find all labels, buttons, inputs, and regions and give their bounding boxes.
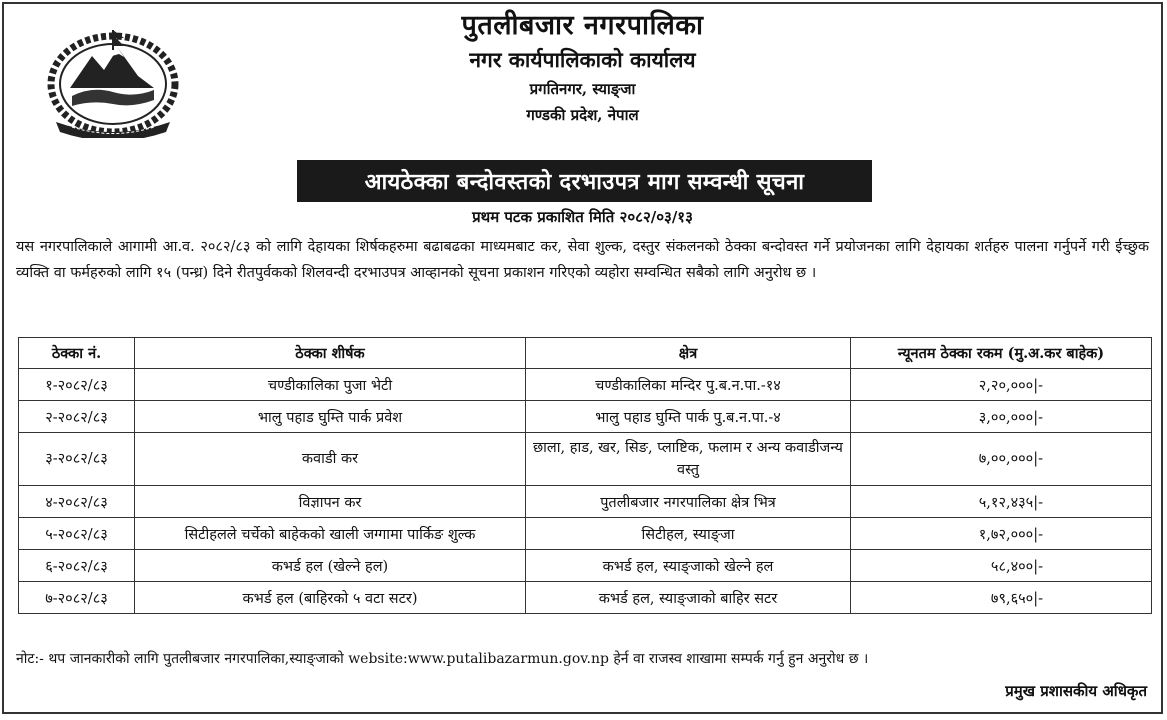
table-row [19,582,1152,614]
notice-title: आयठेक्का बन्दोवस्तको दरभाउपत्र माग सम्वन्धी सूचना [297,160,872,202]
tender-table [18,337,1152,614]
table-row [19,518,1152,550]
tender-amount: ७,००,०००|- [851,433,1152,486]
tender-title: विज्ञापन कर [135,486,526,518]
header-min-amount: न्यूनतम ठेक्का रकम (मु.अ.कर बाहेक) [851,338,1152,369]
signatory-title: प्रमुख प्रशासकीय अधिकृत [1005,682,1147,700]
tender-area: कभर्ड हल, स्याङ्जाको खेल्ने हल [526,550,851,582]
tender-title: चण्डीकालिका पुजा भेटी [135,369,526,401]
notice-body: यस नगरपालिकाले आगामी आ.व. २०८२/८३ को लागि देहायका शिर्षकहरुमा बढाबढका माध्यमबाट कर, सेवा शुल्क, दस्तुर संकलनको ठेक्का बन्दोवस्त गर्ने प्रयोजनका लागि देहायका शर्तहरु पालना गर्नुपर्ने गरी ईच्छुक व्यक्ति वा फर्महरुको लागि १५ (पन्ध्र) दिने रीतपुर्वकको शिलवन्दी दरभाउपत्र आव्हानको सूचना प्रकाशन गरिएको व्यहोरा सम्वन्धित सबैको लागि अनुरोध छ । [16,239,1149,281]
footnote: नोट:- थप जानकारीको लागि पुतलीबजार नगरपालिका,स्याङ्जाको website:www.putalibazarmun.gov.np हेर्न वा राजस्व शाखामा सम्पर्क गर्नु हुन अनुरोध छ । [16,651,869,667]
header-tender-title: ठेक्का शीर्षक [135,338,526,369]
tender-no: ४-२०८२/८३ [19,486,135,518]
office-title: नगर कार्यपालिकाको कार्यालय [469,47,696,72]
tender-title: कवाडी कर [135,433,526,486]
address: प्रगतिनगर, स्याङ्जा [529,80,636,98]
tender-area: पुतलीबजार नगरपालिका क्षेत्र भित्र [526,486,851,518]
table-header-row [19,338,1152,369]
tender-area: भालु पहाड घुम्ति पार्क पु.ब.न.पा.-४ [526,401,851,433]
header-area: क्षेत्र [526,338,851,369]
tender-amount: ३,००,०००|- [851,401,1152,433]
tender-title: भालु पहाड घुम्ति पार्क प्रवेश [135,401,526,433]
tender-area: छाला, हाड, खर, सिङ, प्लाष्टिक, फलाम र अन्य कवाडीजन्य वस्तु [526,433,851,486]
header-tender-no: ठेक्का नं. [19,338,135,369]
table-row [19,401,1152,433]
tender-no: ३-२०८२/८३ [19,433,135,486]
tender-amount: २,२०,०००|- [851,369,1152,401]
published-date: प्रथम पटक प्रकाशित मिति २०८२/०३/१३ [472,208,693,226]
tender-amount: १,७२,०००|- [851,518,1152,550]
table-row [19,433,1152,486]
tender-no: १-२०८२/८३ [19,369,135,401]
municipality-title: पुतलीबजार नगरपालिका [461,10,704,41]
tender-amount: ५,१२,४३५|- [851,486,1152,518]
tender-title: कभर्ड हल (बाहिरको ५ वटा सटर) [135,582,526,614]
tender-title: कभर्ड हल (खेल्ने हल) [135,550,526,582]
tender-amount: ५८,४००|- [851,550,1152,582]
tender-area: सिटीहल, स्याङ्जा [526,518,851,550]
tender-title: सिटीहलले चर्चेको बाहेकको खाली जग्गामा पार्किङ शुल्क [135,518,526,550]
tender-area: कभर्ड हल, स्याङ्जाको बाहिर सटर [526,582,851,614]
tender-no: ५-२०८२/८३ [19,518,135,550]
table-row [19,369,1152,401]
tender-no: २-२०८२/८३ [19,401,135,433]
province: गण्डकी प्रदेश, नेपाल [526,106,639,124]
notice-page [2,2,1163,714]
tender-no: ७-२०८२/८३ [19,582,135,614]
tender-area: चण्डीकालिका मन्दिर पु.ब.न.पा.-१४ [526,369,851,401]
table-row [19,550,1152,582]
header [4,8,1161,128]
tender-no: ६-२०८२/८३ [19,550,135,582]
tender-amount: ७९,६५०|- [851,582,1152,614]
table-row [19,486,1152,518]
